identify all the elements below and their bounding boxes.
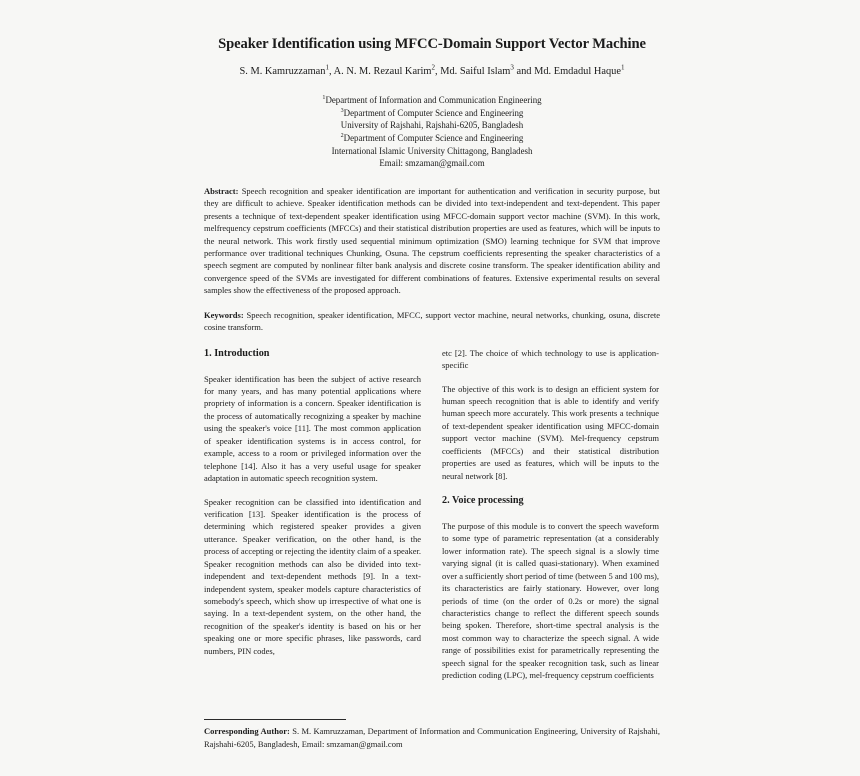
affiliation-text: International Islamic University Chittagong, Bangladesh xyxy=(331,145,533,156)
author-separator-3: and xyxy=(513,65,535,77)
affiliation-line xyxy=(204,119,660,132)
corresponding-author-note xyxy=(204,725,660,750)
page-title: Speaker Identification using MFCC-Domain Support Vector Machine xyxy=(218,36,646,52)
abstract-text: Speech recognition and speaker identification are important for authentication and verification in security purpose, but they are difficult to achieve. Speaker identification methods can be divided into text-independent and text-dependent. This paper presents a technique of text-dependent speaker identification using MFCC-domain support vector machine (SVM). In this work, melfrequency cepstrum coefficients (MFCCs) and their statistical distribution properties are used as features, which will be inputs to the neural network. This work firstly used sequential minimum optimization (SMO) learning technique for SVM that improve performance over traditional techniques Chunking, Osuna. The cepstrum coefficients representing the speaker characteristics of a speech segment are computed by nonlinear filter bank analysis and discrete cosine transform. The speaker identification ability and convergence speed of the SVMs are investigated for different combinations of features. Extensive experimental results on several samples show the effectiveness of the proposed approach. xyxy=(204,185,660,296)
affiliation-marker: 3 xyxy=(340,107,344,114)
affiliation-marker: 1 xyxy=(322,95,326,102)
affiliation-line xyxy=(204,132,660,145)
footnote-separator-rule xyxy=(204,719,346,720)
affiliation-line xyxy=(204,107,660,120)
affiliation-text: Department of Computer Science and Engineering xyxy=(343,132,524,143)
affiliation-line xyxy=(204,94,660,107)
affiliation-block xyxy=(204,94,660,170)
paper-content-area xyxy=(204,0,660,776)
footnote-text: S. M. Kamruzzaman, Department of Information and Communication Engineering, University of Rajshahi, Rajshahi-6205, Bangladesh, Email: smzaman@gmail.com xyxy=(204,726,660,749)
affiliation-email-line xyxy=(204,157,660,170)
author-separator-2: , xyxy=(435,65,441,77)
author-separator-1: , xyxy=(329,65,334,77)
author-1-affiliation-marker: 1 xyxy=(325,63,330,72)
section-heading-voice-processing: 2. Voice processing xyxy=(442,495,524,507)
keywords-section xyxy=(204,309,660,334)
author-2: A. N. M. Rezaul Karim xyxy=(333,65,432,77)
keywords-text: Speech recognition, speaker identification, MFCC, support vector machine, neural networks, chunking, osuna, discrete cosine transform. xyxy=(204,309,660,333)
author-2-affiliation-marker: 2 xyxy=(431,63,436,72)
footnote-label: Corresponding Author: xyxy=(204,726,290,737)
affiliation-marker: 2 xyxy=(340,132,344,139)
author-3: Md. Saiful Islam xyxy=(440,65,511,77)
author-3-affiliation-marker: 3 xyxy=(510,63,514,72)
paragraph-continuation: etc [2]. The choice of which technology to use is application-specific xyxy=(442,347,659,371)
paragraph: Speaker recognition can be classified into identification and verification [13]. Speaker identification is the process of determining which registered speaker provides a given utterance. Speaker verification, on the other hand, is the process of accepting or rejecting the identity claim of a speaker. Speaker recognition methods can also be divided into text-independent and text-dependent methods [9]. In a text-independent system, speaker models capture characteristics of somebody's speech, which show up irrespective of what one is saying. In a text-dependent system, on the other hand, the recognition of the speaker's identity is based on his or her speaking one or more specific phrases, like passwords, card numbers, PIN codes, xyxy=(204,496,421,656)
two-column-body xyxy=(204,347,660,715)
author-4-affiliation-marker: 1 xyxy=(620,63,625,72)
author-4: Md. Emdadul Haque xyxy=(534,65,621,77)
affiliation-line xyxy=(204,145,660,158)
affiliation-text: Department of Computer Science and Engineering xyxy=(343,107,524,118)
section-heading-introduction: 1. Introduction xyxy=(204,347,270,359)
footnote-area xyxy=(204,719,660,750)
left-column xyxy=(204,347,421,715)
affiliation-text: University of Rajshahi, Rajshahi-6205, Bangladesh xyxy=(340,120,524,131)
author-list xyxy=(204,65,660,79)
paragraph: The objective of this work is to design an efficient system for human speech recognition that is able to identify and verify human speech more accurately. This work presents a technique of text-dependent speaker identification using MFCC-domain support vector machine (SVM). Mel-frequency cepstrum coefficients (MFCCs) and their statistical distribution properties are used as features, which will be inputs to the neural network [8]. xyxy=(442,383,659,481)
paragraph: The purpose of this module is to convert the speech waveform to some type of parametric representation (at a considerably lower information rate). The speech signal is a slowly time varying signal (it is called quasi-stationary). When examined over a sufficiently short period of time (between 5 and 100 ms), its characteristics are fairly stationary. However, over long periods of time (on the order of 0.2s or more) the signal characteristics change to reflect the different speech sounds being spoken. Therefore, short-time spectral analysis is the most common way to characterize the speech signal. A wide range of possibilities exist for parametrically representing the speech signal for the speaker recognition task, such as linear prediction coding (LPC), mel-frequency cepstrum coefficients xyxy=(442,520,659,681)
paragraph: Speaker identification has been the subject of active research for many years, and has many potential applications where propriety of information is a concern. Speaker identification is the process of automatically recognizing a speaker by machine using the speaker's voice [11]. The most common application of speaker identification systems is in access control, for example, access to a room or privileged information over the telephone [14]. Also it has a very useful usage for speaker adaptation in automatic speech recognition system. xyxy=(204,373,421,484)
abstract-section xyxy=(204,185,660,297)
affiliation-text: Department of Information and Communication Engineering xyxy=(325,95,542,106)
abstract-label: Abstract: xyxy=(204,185,239,196)
keywords-label: Keywords: xyxy=(204,309,244,320)
contact-email: Email: smzaman@gmail.com xyxy=(379,158,485,169)
right-column xyxy=(442,347,659,715)
author-1: S. M. Kamruzzaman xyxy=(239,65,326,77)
